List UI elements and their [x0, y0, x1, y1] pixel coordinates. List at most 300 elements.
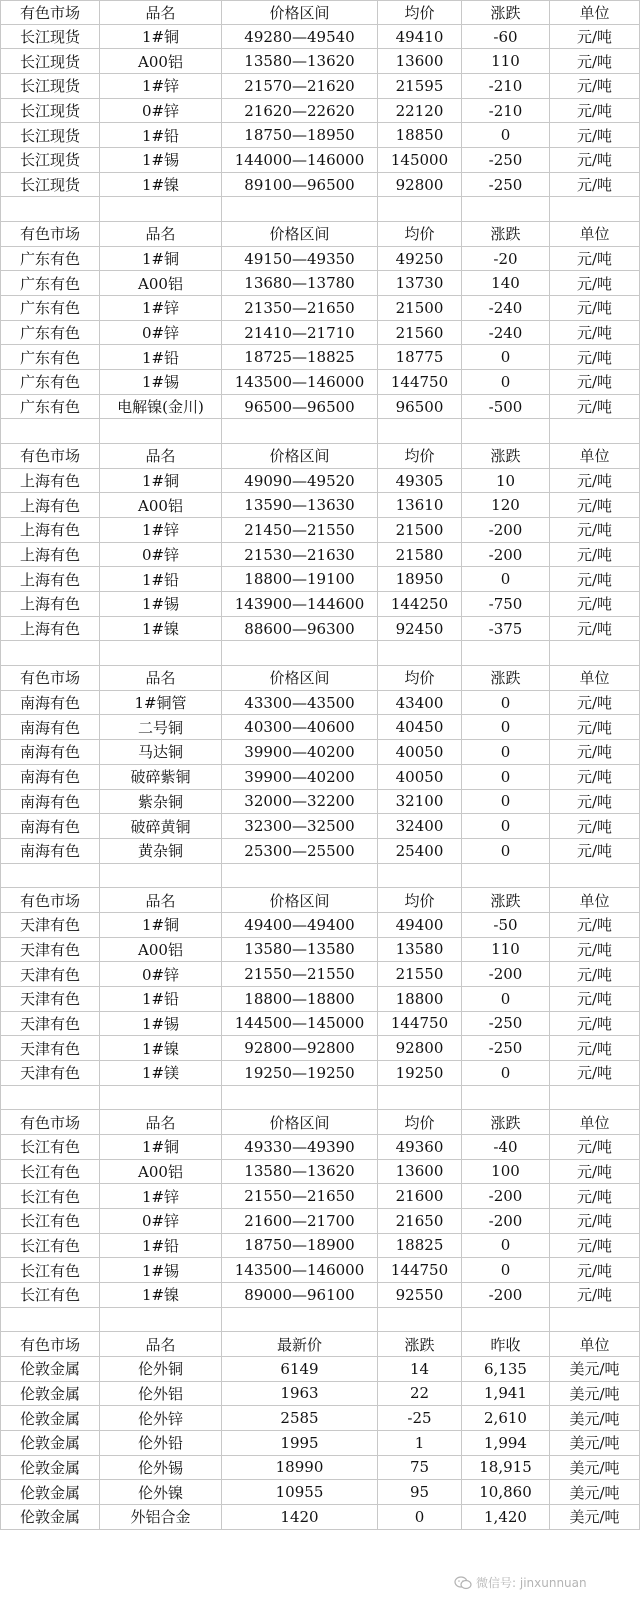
table-header-row [0, 888, 640, 913]
table-cell: 均价 [378, 888, 462, 913]
table-cell: 49150—49350 [222, 247, 378, 272]
table-cell: 13590—13630 [222, 493, 378, 518]
table-cell: 伦敦金属 [0, 1431, 100, 1456]
table-cell: 1#镍 [100, 617, 222, 642]
table-cell: 南海有色 [0, 715, 100, 740]
table-cell: -200 [462, 543, 550, 568]
table-cell: 美元/吨 [550, 1431, 640, 1456]
table-row [0, 592, 640, 617]
table-cell: 0 [462, 1234, 550, 1259]
table-row [0, 814, 640, 839]
blank-cell [222, 197, 378, 222]
table-cell: 88600—96300 [222, 617, 378, 642]
table-cell: 广东有色 [0, 271, 100, 296]
table-cell: 均价 [378, 444, 462, 469]
table-row [0, 962, 640, 987]
table-cell: 21410—21710 [222, 321, 378, 346]
table-cell: -60 [462, 25, 550, 50]
table-cell: 美元/吨 [550, 1480, 640, 1505]
table-cell: 21500 [378, 518, 462, 543]
table-cell: 18825 [378, 1234, 462, 1259]
table-cell: 价格区间 [222, 666, 378, 691]
table-cell: 140 [462, 271, 550, 296]
table-row [0, 913, 640, 938]
table-row [0, 1382, 640, 1407]
table-cell: 天津有色 [0, 1061, 100, 1086]
table-cell: 1#镁 [100, 1061, 222, 1086]
table-cell: 元/吨 [550, 469, 640, 494]
table-cell: 长江有色 [0, 1135, 100, 1160]
table-cell: 1#锌 [100, 1184, 222, 1209]
table-cell: 有色市场 [0, 1110, 100, 1135]
table-cell: 价格区间 [222, 888, 378, 913]
table-cell: 18750—18900 [222, 1234, 378, 1259]
table-cell: A00铝 [100, 271, 222, 296]
table-row [0, 395, 640, 420]
table-cell: 南海有色 [0, 765, 100, 790]
table-cell: 0 [378, 1505, 462, 1530]
table-cell: 18800—18800 [222, 987, 378, 1012]
table-cell: 1,994 [462, 1431, 550, 1456]
table-cell: -750 [462, 592, 550, 617]
table-cell: 天津有色 [0, 1012, 100, 1037]
table-cell: 长江有色 [0, 1258, 100, 1283]
table-cell: 10,860 [462, 1480, 550, 1505]
table-cell: 长江有色 [0, 1234, 100, 1259]
table-row [0, 518, 640, 543]
table-cell: 13580 [378, 938, 462, 963]
table-cell: 二号铜 [100, 715, 222, 740]
blank-cell [550, 1308, 640, 1333]
table-cell: 32100 [378, 790, 462, 815]
table-cell: 0#锌 [100, 321, 222, 346]
table-cell: 元/吨 [550, 148, 640, 173]
table-cell: 单位 [550, 0, 640, 25]
table-cell: 昨收 [462, 1332, 550, 1357]
table-cell: 144500—145000 [222, 1012, 378, 1037]
table-row [0, 74, 640, 99]
table-cell: 元/吨 [550, 123, 640, 148]
table-cell: 广东有色 [0, 395, 100, 420]
table-cell: 92450 [378, 617, 462, 642]
table-cell: 紫杂铜 [100, 790, 222, 815]
table-cell: 上海有色 [0, 543, 100, 568]
table-cell: 18725—18825 [222, 345, 378, 370]
table-cell: 长江有色 [0, 1184, 100, 1209]
table-cell: 100 [462, 1160, 550, 1185]
table-cell: 1995 [222, 1431, 378, 1456]
table-cell: 品名 [100, 1110, 222, 1135]
table-row [0, 345, 640, 370]
table-cell: 1#锌 [100, 296, 222, 321]
table-cell: 单位 [550, 888, 640, 913]
table-cell: 美元/吨 [550, 1456, 640, 1481]
table-cell: 元/吨 [550, 99, 640, 124]
table-cell: 1 [378, 1431, 462, 1456]
table-cell: 0 [462, 345, 550, 370]
table-cell: 元/吨 [550, 493, 640, 518]
table-cell: 单位 [550, 666, 640, 691]
table-cell: 0 [462, 1061, 550, 1086]
table-cell: 单位 [550, 444, 640, 469]
table-row [0, 765, 640, 790]
table-cell: 1#镍 [100, 173, 222, 198]
table-cell: 96500—96500 [222, 395, 378, 420]
table-cell: -20 [462, 247, 550, 272]
table-cell: 品名 [100, 1332, 222, 1357]
table-cell: 6,135 [462, 1357, 550, 1382]
table-cell: 21600 [378, 1184, 462, 1209]
table-cell: 元/吨 [550, 987, 640, 1012]
table-cell: 0 [462, 123, 550, 148]
table-cell: -200 [462, 1184, 550, 1209]
table-cell: 144000—146000 [222, 148, 378, 173]
table-cell: 21650 [378, 1209, 462, 1234]
table-cell: 143500—146000 [222, 370, 378, 395]
table-cell: -240 [462, 296, 550, 321]
table-cell: 均价 [378, 666, 462, 691]
table-cell: 元/吨 [550, 790, 640, 815]
table-cell: 10955 [222, 1480, 378, 1505]
blank-cell [222, 1308, 378, 1333]
table-cell: 破碎紫铜 [100, 765, 222, 790]
table-cell: 1#锌 [100, 518, 222, 543]
table-cell: 18990 [222, 1456, 378, 1481]
table-cell: -250 [462, 173, 550, 198]
table-cell: 元/吨 [550, 1012, 640, 1037]
table-cell: 品名 [100, 666, 222, 691]
table-cell: 19250—19250 [222, 1061, 378, 1086]
table-cell: 40050 [378, 740, 462, 765]
table-row [0, 1160, 640, 1185]
table-row [0, 938, 640, 963]
table-cell: 21350—21650 [222, 296, 378, 321]
blank-cell [0, 864, 100, 889]
table-row [0, 493, 640, 518]
table-cell: 21560 [378, 321, 462, 346]
table-cell: 49400 [378, 913, 462, 938]
blank-cell [462, 864, 550, 889]
table-row [0, 1234, 640, 1259]
table-cell: 21530—21630 [222, 543, 378, 568]
table-cell: 伦敦金属 [0, 1406, 100, 1431]
table-cell: -200 [462, 518, 550, 543]
table-cell: 144750 [378, 370, 462, 395]
table-cell: 涨跌 [462, 1110, 550, 1135]
table-cell: 43300—43500 [222, 691, 378, 716]
table-cell: 1#铜 [100, 25, 222, 50]
watermark-text: 微信号: jinxunnuan [476, 1576, 587, 1590]
table-cell: 元/吨 [550, 1209, 640, 1234]
table-cell: 元/吨 [550, 814, 640, 839]
table-cell: 1#铜管 [100, 691, 222, 716]
table-cell: 1#铅 [100, 987, 222, 1012]
table-row [0, 790, 640, 815]
table-cell: 92800 [378, 173, 462, 198]
table-cell: 天津有色 [0, 913, 100, 938]
table-cell: 南海有色 [0, 814, 100, 839]
table-cell: 1420 [222, 1505, 378, 1530]
table-cell: 49305 [378, 469, 462, 494]
table-cell: 长江现货 [0, 123, 100, 148]
blank-cell [222, 864, 378, 889]
blank-cell [100, 1086, 222, 1111]
table-row [0, 247, 640, 272]
table-row [0, 99, 640, 124]
table-cell: 25300—25500 [222, 839, 378, 864]
blank-cell [550, 1086, 640, 1111]
table-cell: -250 [462, 1036, 550, 1061]
table-row [0, 543, 640, 568]
table-row [0, 1209, 640, 1234]
table-cell: 22 [378, 1382, 462, 1407]
table-cell: 天津有色 [0, 987, 100, 1012]
table-cell: 14 [378, 1357, 462, 1382]
blank-row [0, 197, 640, 222]
table-cell: 13600 [378, 1160, 462, 1185]
table-cell: 21500 [378, 296, 462, 321]
table-cell: 0 [462, 839, 550, 864]
table-cell: 元/吨 [550, 345, 640, 370]
table-cell: 49330—49390 [222, 1135, 378, 1160]
table-cell: 上海有色 [0, 592, 100, 617]
table-row [0, 1283, 640, 1308]
table-cell: 元/吨 [550, 691, 640, 716]
blank-cell [222, 641, 378, 666]
table-cell: 长江现货 [0, 148, 100, 173]
table-cell: 1#铜 [100, 913, 222, 938]
table-cell: 0 [462, 567, 550, 592]
table-cell: 长江现货 [0, 25, 100, 50]
table-cell: 天津有色 [0, 1036, 100, 1061]
table-cell: 0#锌 [100, 99, 222, 124]
table-cell: 1#镍 [100, 1283, 222, 1308]
table-cell: -200 [462, 1209, 550, 1234]
table-cell: 39900—40200 [222, 765, 378, 790]
table-cell: 145000 [378, 148, 462, 173]
table-cell: 上海有色 [0, 617, 100, 642]
table-cell: 21550—21550 [222, 962, 378, 987]
table-row [0, 1258, 640, 1283]
table-cell: 涨跌 [462, 444, 550, 469]
table-cell: 品名 [100, 222, 222, 247]
table-cell: 广东有色 [0, 345, 100, 370]
blank-cell [0, 641, 100, 666]
table-cell: 涨跌 [462, 0, 550, 25]
table-cell: 89100—96500 [222, 173, 378, 198]
table-cell: 1,941 [462, 1382, 550, 1407]
table-cell: 0 [462, 765, 550, 790]
table-cell: 18800 [378, 987, 462, 1012]
table-header-row [0, 444, 640, 469]
table-cell: -500 [462, 395, 550, 420]
table-cell: 广东有色 [0, 247, 100, 272]
blank-cell [378, 864, 462, 889]
table-cell: 元/吨 [550, 173, 640, 198]
blank-cell [462, 419, 550, 444]
table-cell: 0 [462, 814, 550, 839]
table-cell: 广东有色 [0, 321, 100, 346]
blank-cell [550, 641, 640, 666]
table-cell: 0#锌 [100, 1209, 222, 1234]
table-cell: 1#铜 [100, 247, 222, 272]
table-row [0, 1456, 640, 1481]
table-cell: A00铝 [100, 938, 222, 963]
blank-row [0, 1308, 640, 1333]
table-cell: 元/吨 [550, 1036, 640, 1061]
table-cell: 伦外铜 [100, 1357, 222, 1382]
blank-cell [222, 419, 378, 444]
table-row [0, 1061, 640, 1086]
table-cell: 1#锡 [100, 1012, 222, 1037]
table-cell: 10 [462, 469, 550, 494]
table-cell: 1#镍 [100, 1036, 222, 1061]
table-cell: 伦敦金属 [0, 1505, 100, 1530]
table-row [0, 173, 640, 198]
table-cell: 21550—21650 [222, 1184, 378, 1209]
table-cell: 21550 [378, 962, 462, 987]
table-cell: 均价 [378, 0, 462, 25]
table-row [0, 1480, 640, 1505]
blank-cell [378, 419, 462, 444]
table-row [0, 148, 640, 173]
blank-cell [100, 641, 222, 666]
table-cell: 13600 [378, 49, 462, 74]
table-cell: 元/吨 [550, 1283, 640, 1308]
table-cell: A00铝 [100, 49, 222, 74]
table-cell: 有色市场 [0, 666, 100, 691]
table-cell: 49250 [378, 247, 462, 272]
table-cell: 元/吨 [550, 247, 640, 272]
table-cell: A00铝 [100, 1160, 222, 1185]
table-cell: 32400 [378, 814, 462, 839]
table-cell: 长江现货 [0, 99, 100, 124]
table-cell: 1#锡 [100, 370, 222, 395]
table-cell: 1,420 [462, 1505, 550, 1530]
table-cell: 21595 [378, 74, 462, 99]
blank-row [0, 641, 640, 666]
table-cell: 0 [462, 790, 550, 815]
blank-cell [462, 641, 550, 666]
table-cell: 上海有色 [0, 567, 100, 592]
table-cell: -250 [462, 1012, 550, 1037]
table-cell: 美元/吨 [550, 1505, 640, 1530]
blank-cell [378, 641, 462, 666]
table-cell: 0 [462, 691, 550, 716]
table-cell: 0 [462, 370, 550, 395]
table-cell: 元/吨 [550, 962, 640, 987]
table-cell: 21450—21550 [222, 518, 378, 543]
table-cell: 元/吨 [550, 567, 640, 592]
table-cell: 均价 [378, 1110, 462, 1135]
table-cell: 0#锌 [100, 543, 222, 568]
table-row [0, 321, 640, 346]
table-cell: 1#锡 [100, 148, 222, 173]
table-cell: 144750 [378, 1258, 462, 1283]
table-cell: 伦敦金属 [0, 1357, 100, 1382]
table-cell: 价格区间 [222, 222, 378, 247]
table-row [0, 123, 640, 148]
table-row [0, 691, 640, 716]
table-cell: 96500 [378, 395, 462, 420]
table-cell: 长江现货 [0, 49, 100, 74]
table-cell: -210 [462, 99, 550, 124]
blank-cell [378, 1308, 462, 1333]
table-row [0, 987, 640, 1012]
table-cell: -50 [462, 913, 550, 938]
table-row [0, 296, 640, 321]
table-header-row [0, 1110, 640, 1135]
blank-cell [100, 419, 222, 444]
table-cell: 元/吨 [550, 1160, 640, 1185]
table-cell: 涨跌 [462, 666, 550, 691]
table-cell: 1963 [222, 1382, 378, 1407]
blank-cell [462, 1308, 550, 1333]
table-cell: 有色市场 [0, 222, 100, 247]
table-row [0, 271, 640, 296]
table-cell: 均价 [378, 222, 462, 247]
table-cell: A00铝 [100, 493, 222, 518]
table-cell: 价格区间 [222, 444, 378, 469]
blank-cell [550, 197, 640, 222]
table-cell: 广东有色 [0, 370, 100, 395]
table-cell: 13580—13620 [222, 49, 378, 74]
table-cell: 有色市场 [0, 1332, 100, 1357]
table-cell: 1#锡 [100, 1258, 222, 1283]
table-cell: 18,915 [462, 1456, 550, 1481]
table-cell: 元/吨 [550, 1184, 640, 1209]
table-row [0, 617, 640, 642]
table-cell: 南海有色 [0, 839, 100, 864]
table-cell: 元/吨 [550, 839, 640, 864]
blank-cell [550, 419, 640, 444]
table-header-row [0, 666, 640, 691]
table-cell: 元/吨 [550, 49, 640, 74]
table-cell: 18950 [378, 567, 462, 592]
table-cell: 40300—40600 [222, 715, 378, 740]
table-cell: 1#铅 [100, 567, 222, 592]
table-cell: -210 [462, 74, 550, 99]
table-cell: 黄杂铜 [100, 839, 222, 864]
table-cell: 1#铅 [100, 123, 222, 148]
table-cell: 22120 [378, 99, 462, 124]
table-cell: 价格区间 [222, 1110, 378, 1135]
table-cell: 上海有色 [0, 469, 100, 494]
table-cell: 天津有色 [0, 938, 100, 963]
table-cell: 18775 [378, 345, 462, 370]
table-cell: 18800—19100 [222, 567, 378, 592]
table-cell: 13680—13780 [222, 271, 378, 296]
table-row [0, 1505, 640, 1530]
table-cell: 19250 [378, 1061, 462, 1086]
table-cell: 伦敦金属 [0, 1382, 100, 1407]
table-cell: 元/吨 [550, 1135, 640, 1160]
table-cell: 0 [462, 715, 550, 740]
table-cell: 21570—21620 [222, 74, 378, 99]
table-cell: 49360 [378, 1135, 462, 1160]
table-cell: 南海有色 [0, 790, 100, 815]
table-cell: 伦外铝 [100, 1382, 222, 1407]
table-cell: -200 [462, 1283, 550, 1308]
table-cell: 40450 [378, 715, 462, 740]
table-cell: 1#锡 [100, 592, 222, 617]
table-cell: -25 [378, 1406, 462, 1431]
table-cell: 元/吨 [550, 592, 640, 617]
table-cell: 1#铜 [100, 1135, 222, 1160]
table-cell: 长江现货 [0, 173, 100, 198]
table-cell: 元/吨 [550, 913, 640, 938]
table-cell: 13610 [378, 493, 462, 518]
